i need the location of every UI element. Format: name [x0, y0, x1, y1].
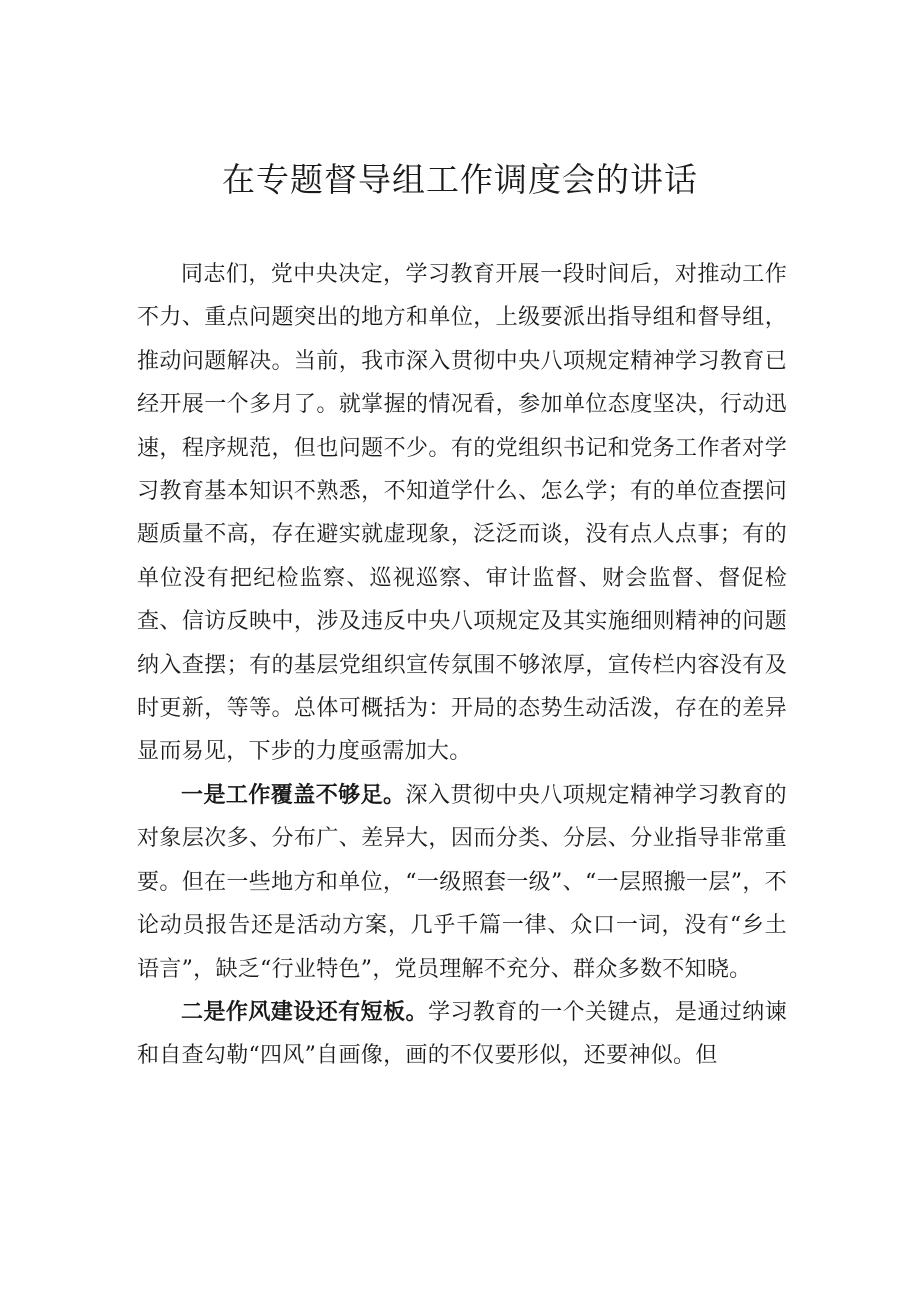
paragraph-intro — [137, 253, 787, 774]
paragraph-point-1 — [137, 774, 787, 991]
document-body — [137, 253, 787, 1078]
paragraph-lead: 二是作风建设还有短板。 — [181, 998, 428, 1025]
paragraph-point-2 — [137, 991, 787, 1078]
page-title: 在专题督导组工作调度会的讲话 — [222, 160, 698, 199]
paragraph-text: 学习教育的一个关键点，是通过纳谏和自查勾勒“四风”自画像，画的不仅要形似，还要神似。但 — [137, 999, 787, 1069]
paragraph-lead: 一是工作覆盖不够足。 — [181, 781, 406, 808]
paragraph-text: 同志们，党中央决定，学习教育开展一段时间后，对推动工作不力、重点问题突出的地方和单位，上级要派出指导组和督导组，推动问题解决。当前，我市深入贯彻中央八项规定精神学习教育已经开展一个多月了。就掌握的情况看，参加单位态度坚决，行动迅速，程序规范，但也问题不少。有的党组织书记和党务工作者对学习教育基本知识不熟悉，不知道学什么、怎么学；有的单位查摆问题质量不高，存在避实就虚现象，泛泛而谈，没有点人点事；有的单位没有把纪检监察、巡视巡察、审计监督、财会监督、督促检查、信访反映中，涉及违反中央八项规定及其实施细则精神的问题纳入查摆；有的基层党组织宣传氛围不够浓厚，宣传栏内容没有及时更新，等等。总体可概括为：开局的态势生动活泼，存在的差异显而易见，下步的力度亟需加大。 — [137, 262, 787, 765]
paragraph-text: 深入贯彻中央八项规定精神学习教育的对象层次多、分布广、差异大，因而分类、分层、分业指导非常重要。但在一些地方和单位，“一级照套一级”、“一层照搬一层”，不论动员报告还是活动方案，几乎千篇一律、众口一词，没有“乡土语言”，缺乏“行业特色”，党员理解不充分、群众多数不知晓。 — [137, 782, 787, 982]
